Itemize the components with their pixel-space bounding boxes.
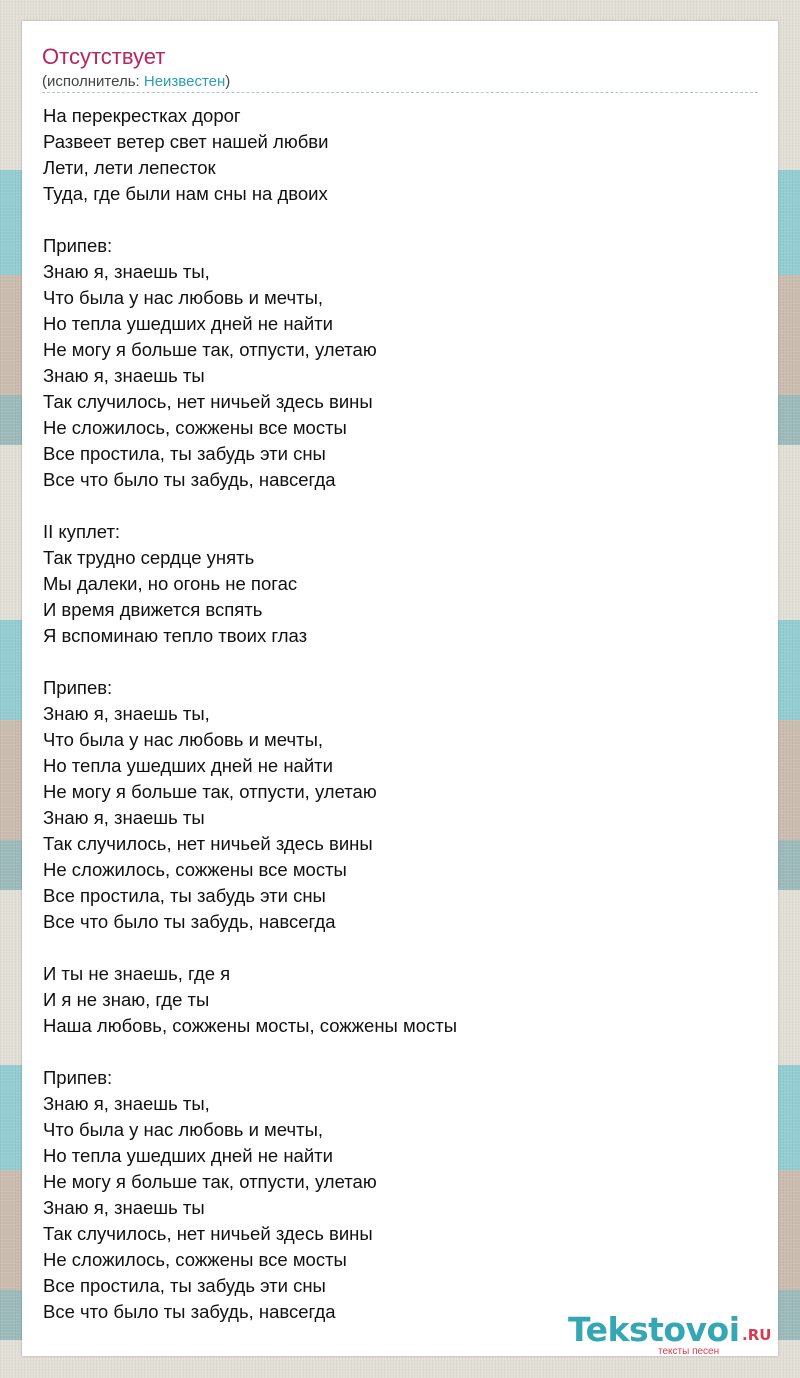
artist-suffix: ) [225,73,231,90]
lyrics-card [22,21,778,1356]
lyrics-line: Все что было ты забудь, навсегда [43,911,336,932]
lyrics-line: Знаю я, знаешь ты, [43,261,210,282]
lyrics-line: Развеет ветер свет нашей любви [43,131,329,152]
lyrics-line: Так случилось, нет ничьей здесь вины [43,833,373,854]
lyrics-line: Так случилось, нет ничьей здесь вины [43,391,373,412]
lyrics-line: Не могу я больше так, отпусти, улетаю [43,1171,377,1192]
logo-name: Tekstovoi [568,1310,740,1349]
lyrics-line: Я вспоминаю тепло твоих глаз [43,625,308,646]
lyrics-line: Не могу я больше так, отпусти, улетаю [43,339,377,360]
lyrics-line: Лети, лети лепесток [43,157,216,178]
logo-tagline: тексты песен [658,1346,720,1357]
lyrics-stanza [43,1065,758,1325]
lyrics-line: Туда, где были нам сны на двоих [43,183,328,204]
lyrics-line: Мы далеки, но огонь не погас [43,573,298,594]
lyrics-stanza [43,675,758,935]
lyrics-line: Припев: [43,235,113,256]
lyrics-line: Наша любовь, сожжены мосты, сожжены мосты [43,1015,458,1036]
artist-line [42,73,230,91]
lyrics-line: Но тепла ушедших дней не найти [43,755,333,776]
lyrics-line: Все простила, ты забудь эти сны [43,885,326,906]
lyrics-line: Знаю я, знаешь ты, [43,1093,210,1114]
lyrics-line: Не сложилось, сожжены все мосты [43,859,347,880]
lyrics-line: Не сложилось, сожжены все мосты [43,1249,347,1270]
lyrics-line: II куплет: [43,521,121,542]
lyrics-stanza [43,961,758,1039]
lyrics-line: И я не знаю, где ты [43,989,210,1010]
lyrics-line: Все что было ты забудь, навсегда [43,1301,336,1322]
lyrics-line: Не сложилось, сожжены все мосты [43,417,347,438]
lyrics-line: Что была у нас любовь и мечты, [43,287,324,308]
lyrics-line: Не могу я больше так, отпусти, улетаю [43,781,377,802]
song-title: Отсутствует [42,44,166,69]
lyrics-stanza [43,519,758,649]
lyrics-line: Что была у нас любовь и мечты, [43,1119,324,1140]
lyrics-line: Все что было ты забудь, навсегда [43,469,336,490]
lyrics-line: Но тепла ушедших дней не найти [43,313,333,334]
lyrics-stanza [43,103,758,207]
artist-prefix: (исполнитель: [42,73,144,90]
lyrics-line: Знаю я, знаешь ты [43,1197,205,1218]
lyrics-line: И ты не знаешь, где я [43,963,231,984]
lyrics-body [43,103,758,1351]
lyrics-line: Знаю я, знаешь ты [43,365,205,386]
lyrics-stanza [43,233,758,493]
lyrics-line: Знаю я, знаешь ты [43,807,205,828]
lyrics-line: Так трудно сердце унять [43,547,255,568]
lyrics-line: И время движется вспять [43,599,263,620]
lyrics-line: Что была у нас любовь и мечты, [43,729,324,750]
lyrics-line: Так случилось, нет ничьей здесь вины [43,1223,373,1244]
site-logo[interactable] [568,1312,778,1356]
lyrics-line: Все простила, ты забудь эти сны [43,443,326,464]
logo-tld: .RU [742,1326,772,1344]
lyrics-line: Знаю я, знаешь ты, [43,703,210,724]
lyrics-line: Припев: [43,1067,113,1088]
artist-link[interactable]: Неизвестен [143,73,226,90]
lyrics-line: Но тепла ушедших дней не найти [43,1145,333,1166]
title-divider [42,92,758,93]
lyrics-line: Все простила, ты забудь эти сны [43,1275,326,1296]
lyrics-line: Припев: [43,677,113,698]
lyrics-line: На перекрестках дорог [43,105,241,126]
